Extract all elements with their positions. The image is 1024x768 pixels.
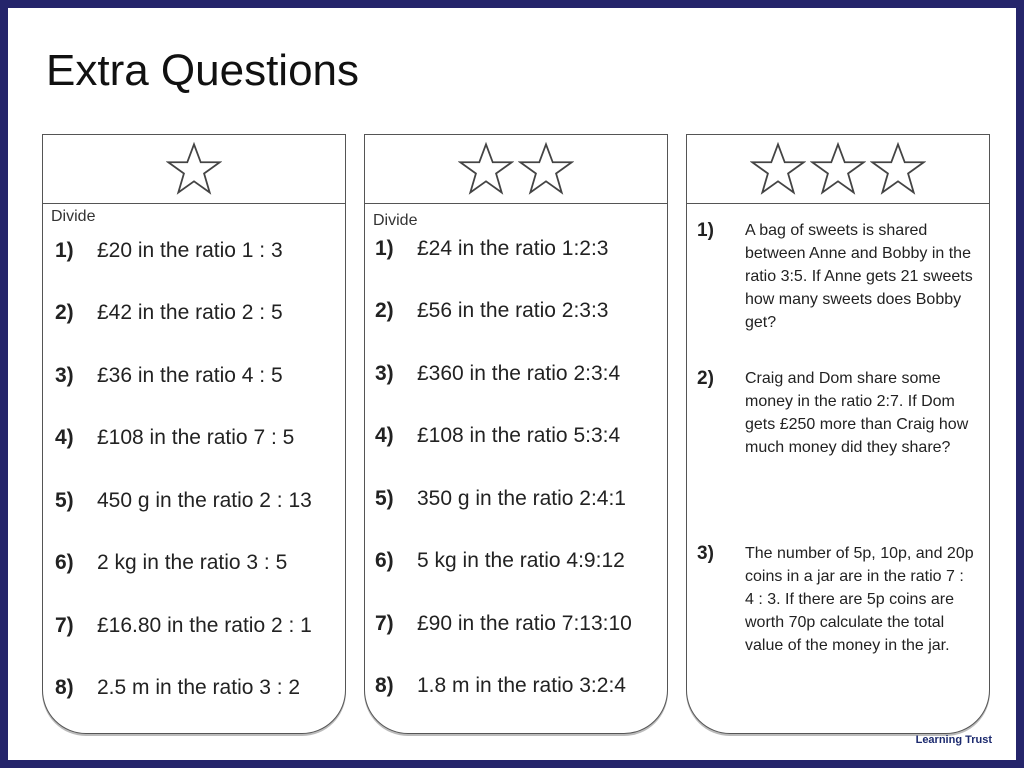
question-text: A bag of sweets is shared between Anne and Bobby in the ratio 3:5. If Anne gets 21 sweets how many sweets does Bobby get? bbox=[745, 222, 973, 331]
card-heading: Divide bbox=[373, 212, 418, 229]
question-text: £56 in the ratio 2:3:3 bbox=[417, 299, 609, 322]
word-problem bbox=[697, 367, 975, 459]
question-number: 6) bbox=[375, 549, 394, 572]
question-text: The number of 5p, 10p, and 20p coins in a jar are in the ratio 7 : 4 : 3. If there are 5p coins are worth 70p calculate the total value of the money in the jar. bbox=[745, 545, 974, 654]
question-text: 450 g in the ratio 2 : 13 bbox=[97, 489, 312, 512]
question-number: 3) bbox=[697, 543, 714, 564]
question-text: 2.5 m in the ratio 3 : 2 bbox=[97, 676, 301, 699]
question-item bbox=[375, 612, 632, 636]
question-item bbox=[375, 424, 620, 448]
question-number: 8) bbox=[375, 674, 394, 697]
star-icon bbox=[750, 141, 806, 197]
star-icon bbox=[870, 141, 926, 197]
question-number: 1) bbox=[375, 237, 394, 260]
question-text: £42 in the ratio 2 : 5 bbox=[97, 301, 283, 324]
question-number: 7) bbox=[55, 614, 74, 637]
question-number: 8) bbox=[55, 676, 74, 699]
question-text: £360 in the ratio 2:3:4 bbox=[417, 362, 621, 385]
card-heading: Divide bbox=[51, 208, 96, 225]
question-number: 2) bbox=[697, 368, 714, 389]
question-item bbox=[375, 299, 608, 323]
question-number: 1) bbox=[55, 239, 74, 262]
question-number: 1) bbox=[697, 220, 714, 241]
question-text: £108 in the ratio 5:3:4 bbox=[417, 424, 621, 447]
question-text: 1.8 m in the ratio 3:2:4 bbox=[417, 674, 626, 697]
question-number: 5) bbox=[375, 487, 394, 510]
question-item bbox=[55, 614, 312, 638]
question-number: 4) bbox=[375, 424, 394, 447]
question-number: 3) bbox=[55, 364, 74, 387]
card-two-star bbox=[364, 134, 668, 734]
question-item bbox=[55, 676, 300, 700]
question-number: 3) bbox=[375, 362, 394, 385]
card-three-star bbox=[686, 134, 990, 734]
question-text: £16.80 in the ratio 2 : 1 bbox=[97, 614, 312, 637]
question-item bbox=[375, 674, 626, 698]
slide bbox=[8, 8, 1016, 760]
question-item bbox=[55, 426, 294, 450]
question-text: Craig and Dom share some money in the ratio 2:7. If Dom gets £250 more than Craig how much money did they share? bbox=[745, 370, 969, 456]
footer-brand-logo: Learning Trust bbox=[915, 734, 992, 746]
question-item bbox=[55, 239, 283, 263]
question-text: 350 g in the ratio 2:4:1 bbox=[417, 487, 626, 510]
star-icon bbox=[166, 141, 222, 197]
question-item bbox=[55, 364, 283, 388]
question-text: £90 in the ratio 7:13:10 bbox=[417, 612, 632, 635]
star-icon bbox=[458, 141, 514, 197]
question-number: 2) bbox=[55, 301, 74, 324]
word-problem bbox=[697, 542, 975, 657]
star-icon bbox=[518, 141, 574, 197]
question-item bbox=[55, 489, 312, 513]
card-one-star bbox=[42, 134, 346, 734]
question-text: £36 in the ratio 4 : 5 bbox=[97, 364, 283, 387]
question-number: 2) bbox=[375, 299, 394, 322]
star-icon bbox=[810, 141, 866, 197]
question-item bbox=[375, 362, 620, 386]
question-item bbox=[375, 549, 625, 573]
card-header bbox=[365, 135, 667, 204]
question-item bbox=[55, 301, 283, 325]
question-text: £24 in the ratio 1:2:3 bbox=[417, 237, 609, 260]
question-text: £108 in the ratio 7 : 5 bbox=[97, 426, 295, 449]
question-number: 5) bbox=[55, 489, 74, 512]
question-text: 5 kg in the ratio 4:9:12 bbox=[417, 549, 625, 572]
question-item bbox=[375, 237, 608, 261]
question-number: 4) bbox=[55, 426, 74, 449]
question-text: £20 in the ratio 1 : 3 bbox=[97, 239, 283, 262]
question-item bbox=[55, 551, 287, 575]
question-number: 6) bbox=[55, 551, 74, 574]
card-header bbox=[43, 135, 345, 204]
slide-title: Extra Questions bbox=[46, 46, 360, 95]
question-number: 7) bbox=[375, 612, 394, 635]
word-problem bbox=[697, 219, 975, 334]
card-header bbox=[687, 135, 989, 204]
question-item bbox=[375, 487, 626, 511]
question-text: 2 kg in the ratio 3 : 5 bbox=[97, 551, 288, 574]
